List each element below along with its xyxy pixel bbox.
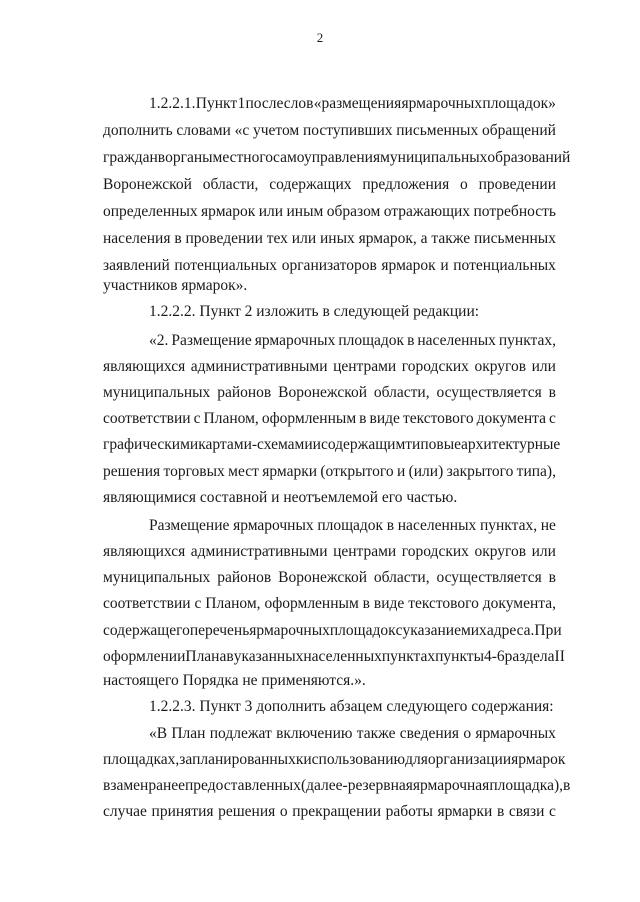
word: области, <box>202 176 259 193</box>
text-line <box>103 410 556 428</box>
word: в <box>174 230 182 247</box>
word: содержащих <box>269 176 352 193</box>
word: письменных <box>473 230 556 247</box>
word: ярмарочных <box>254 332 336 349</box>
word: осуществляется <box>436 569 542 586</box>
word: центрами <box>333 358 397 375</box>
text-line <box>103 230 556 248</box>
word: для <box>405 751 428 768</box>
word: (открытого <box>320 463 394 480</box>
word: архитектурные <box>461 436 561 453</box>
word: виде <box>373 595 405 612</box>
word: площадок» <box>482 95 556 112</box>
word: - <box>342 777 348 794</box>
word: прекращении <box>292 803 382 820</box>
word: Воронежской <box>278 384 368 401</box>
word: текстового <box>408 595 479 612</box>
text-line <box>103 595 556 613</box>
word: потребность <box>473 203 556 220</box>
word: адреса. <box>486 622 535 639</box>
word: подлежат <box>209 725 272 742</box>
word: административными <box>190 358 328 375</box>
word: запланированных <box>179 751 296 768</box>
word: (или) <box>408 463 444 480</box>
text-line <box>103 569 556 587</box>
word: При <box>534 622 562 639</box>
text-line <box>103 176 556 194</box>
word: ярмарок <box>381 257 436 274</box>
word: перечень <box>189 622 250 639</box>
text-line: настоящего Порядка не применяются.». <box>103 672 366 689</box>
word: мест <box>228 463 259 480</box>
word: пункты <box>435 648 484 665</box>
word: План <box>171 725 206 742</box>
word: Планом, <box>203 410 259 427</box>
word: связи <box>508 803 545 820</box>
word: населенных <box>397 517 477 534</box>
word: Воронежской <box>103 176 192 193</box>
word: взамен <box>103 777 149 794</box>
word: площадка), <box>489 777 564 794</box>
word: после <box>245 95 284 112</box>
word: решения <box>103 463 161 480</box>
word: текстового <box>402 410 474 427</box>
word: ярмарок <box>511 751 566 768</box>
word: пунктах, <box>498 332 556 349</box>
word: поступивших <box>302 122 393 139</box>
word: оформленным <box>264 595 359 612</box>
text-line <box>103 751 566 769</box>
word: площадках, <box>103 751 180 768</box>
word: или <box>258 203 284 220</box>
word: районов <box>217 569 272 586</box>
text-line <box>103 384 556 402</box>
word: ярмарок, <box>358 230 417 247</box>
word: письменных <box>396 122 479 139</box>
word: принятия <box>151 803 214 820</box>
word: иным <box>286 203 324 220</box>
word: потенциальных <box>453 257 556 274</box>
text-line <box>103 122 556 140</box>
word: Размещение <box>149 517 230 534</box>
word: площадок <box>329 622 396 639</box>
word: с <box>395 622 403 639</box>
word: определенных <box>103 203 198 220</box>
word: области, <box>373 569 430 586</box>
word: в <box>157 149 166 166</box>
word: населения <box>103 230 171 247</box>
word: ярмарочных <box>475 725 556 742</box>
text-line <box>103 436 561 454</box>
word: Плана <box>185 648 227 665</box>
word: ярмарки <box>437 803 493 820</box>
word: 1.2.2.1. <box>149 95 196 112</box>
word: документа <box>476 410 546 427</box>
word: городских <box>401 358 469 375</box>
word: случае <box>103 803 147 820</box>
word: ранее <box>148 777 185 794</box>
word: в <box>563 777 571 794</box>
word: а <box>420 230 428 247</box>
word: II <box>554 648 565 665</box>
word: картами-схемами <box>198 436 313 453</box>
word: «размещения <box>313 95 402 112</box>
word: использованию <box>303 751 406 768</box>
word: площадок <box>338 332 405 349</box>
word: или <box>531 543 556 560</box>
text-line <box>149 517 556 535</box>
word: графическими <box>103 436 199 453</box>
word: ярмарочных <box>249 622 330 639</box>
word: граждан <box>103 149 158 166</box>
word: дополнить <box>103 122 173 139</box>
text-line <box>103 803 556 821</box>
word: округов <box>474 358 527 375</box>
word: местного <box>212 149 274 166</box>
word: или <box>291 230 317 247</box>
word: торговых <box>163 463 225 480</box>
word: проведении <box>478 176 556 193</box>
text-line <box>103 622 562 640</box>
word: пунктах <box>381 648 436 665</box>
word: являющихся <box>103 358 186 375</box>
word: (далее <box>300 777 343 794</box>
word: «с <box>234 122 250 139</box>
word: Размещение <box>171 332 252 349</box>
text-line: являющимися составной и неотъемлемой его частью. <box>103 489 458 506</box>
word: о <box>460 176 468 193</box>
word: и <box>312 436 321 453</box>
text-line: 1.2.2.3. Пункт 3 дополнить абзацем следующего содержания: <box>149 698 554 715</box>
word: осуществляется <box>436 384 542 401</box>
word: решения <box>218 803 276 820</box>
word: с <box>193 410 201 427</box>
word: о <box>463 725 472 742</box>
word: слов <box>283 95 314 112</box>
word: обращений <box>481 122 556 139</box>
text-line <box>149 332 556 350</box>
word: Планом, <box>205 595 261 612</box>
word: муниципальных <box>380 149 488 166</box>
word: указанием <box>402 622 471 639</box>
word: площадок <box>317 517 384 534</box>
word: раздела <box>504 648 555 665</box>
word: также <box>431 230 471 247</box>
word: в <box>496 803 505 820</box>
word: ярмарок <box>201 203 256 220</box>
word: образом <box>326 203 381 220</box>
word: административными <box>190 543 328 560</box>
word: центрами <box>333 543 397 560</box>
word: ярмарочных <box>233 517 314 534</box>
word: самоуправления <box>273 149 381 166</box>
page-number: 2 <box>316 30 324 45</box>
word: закрытого <box>446 463 514 480</box>
word: типа), <box>516 463 556 480</box>
word: оформлении <box>103 648 186 665</box>
word: указанных <box>233 648 304 665</box>
text-line <box>149 725 556 743</box>
word: округов <box>474 543 527 560</box>
word: потенциальных <box>174 257 278 274</box>
word: работы <box>385 803 433 820</box>
word: организаторов <box>281 257 377 274</box>
word: в <box>548 569 556 586</box>
word: Воронежской <box>278 569 368 586</box>
word: сведения <box>399 725 460 742</box>
word: содержащим <box>320 436 406 453</box>
word: в <box>407 332 415 349</box>
text-line <box>103 777 571 795</box>
word: соответствии <box>103 595 191 612</box>
word: с <box>194 595 202 612</box>
word: городских <box>401 543 469 560</box>
word: с <box>549 803 556 820</box>
word: в <box>226 648 234 665</box>
text-line <box>103 358 556 376</box>
word: образований <box>487 149 571 166</box>
word: ярмарочная <box>412 777 490 794</box>
text-line <box>149 95 556 113</box>
word: муниципальных <box>103 569 211 586</box>
word: типовые <box>405 436 461 453</box>
word: области, <box>373 384 430 401</box>
word: учетом <box>252 122 300 139</box>
text-line <box>103 648 565 666</box>
text-line <box>103 257 556 275</box>
word: населенных <box>303 648 382 665</box>
word: в <box>548 384 556 401</box>
word: или <box>531 358 556 375</box>
text-line: участников ярмарок». <box>103 277 248 294</box>
word: не <box>540 517 556 534</box>
word: оформленным <box>261 410 357 427</box>
word: ярмарки <box>262 463 318 480</box>
word: органы <box>165 149 213 166</box>
word: резервная <box>347 777 413 794</box>
word: организации <box>427 751 512 768</box>
word: соответствии <box>103 410 191 427</box>
word: с <box>549 410 556 427</box>
word: 4-6 <box>484 648 505 665</box>
text-line <box>103 149 571 167</box>
word: и <box>396 463 406 480</box>
text-line <box>103 203 556 221</box>
word: в <box>386 517 395 534</box>
word: Пункт <box>195 95 238 112</box>
word: словами <box>176 122 231 139</box>
word: районов <box>217 384 272 401</box>
word: заявлений <box>103 257 170 274</box>
word: в <box>359 410 367 427</box>
word: «В <box>149 725 168 742</box>
word: и <box>440 257 449 274</box>
word: 1 <box>237 95 246 112</box>
word: в <box>362 595 370 612</box>
word: их <box>470 622 487 639</box>
word: «2. <box>149 332 169 349</box>
word: пунктах, <box>479 517 538 534</box>
word: тех <box>266 230 288 247</box>
word: о <box>279 803 288 820</box>
word: также <box>356 725 396 742</box>
word: ярмарочных <box>401 95 483 112</box>
text-line <box>103 543 556 561</box>
word: к <box>295 751 304 768</box>
word: населенных <box>417 332 496 349</box>
word: иных <box>319 230 355 247</box>
word: являющихся <box>103 543 186 560</box>
word: виде <box>369 410 400 427</box>
word: предоставленных <box>185 777 301 794</box>
word: включению <box>276 725 353 742</box>
text-line <box>103 463 556 481</box>
word: документа, <box>482 595 556 612</box>
word: содержащего <box>103 622 190 639</box>
word: муниципальных <box>103 384 211 401</box>
word: предложения <box>362 176 450 193</box>
word: проведении <box>185 230 263 247</box>
text-line: 1.2.2.2. Пункт 2 изложить в следующей редакции: <box>149 303 480 320</box>
word: отражающих <box>383 203 471 220</box>
